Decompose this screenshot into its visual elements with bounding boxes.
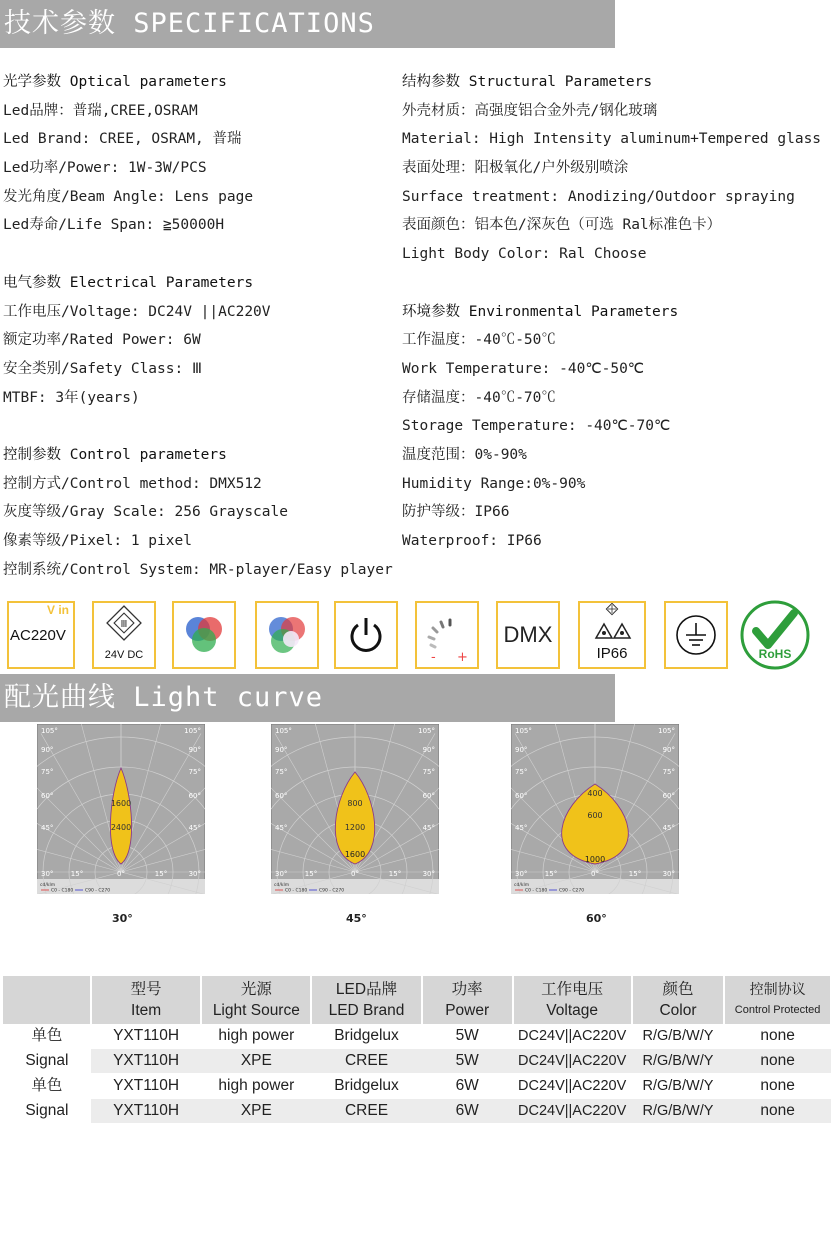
right-spec-column	[402, 68, 821, 556]
angle-tick-label: 60°	[188, 792, 201, 800]
ground-icon	[664, 601, 728, 669]
light-curve-banner: 配光曲线 Light curve	[0, 674, 615, 722]
angle-tick-label: 15°	[154, 870, 168, 878]
spacer	[3, 240, 393, 269]
table-cell: YXT110H	[91, 1024, 202, 1049]
table-cell: R/G/B/W/Y	[632, 1099, 724, 1124]
angle-tick-label: 60°	[41, 792, 54, 800]
table-cell: none	[724, 1049, 831, 1074]
ac220v-icon	[7, 601, 75, 669]
spec-line: 外壳材质：高强度铝合金外壳/钢化玻璃	[402, 102, 658, 119]
spec-line: 温度范围：0%-90%	[402, 446, 527, 463]
angle-tick-label: 105°	[515, 727, 532, 735]
table-cell: R/G/B/W/Y	[632, 1074, 724, 1099]
table-cell: R/G/B/W/Y	[632, 1024, 724, 1049]
table-cell: 5W	[422, 1049, 513, 1074]
legend-c0-label: C0 - C180	[285, 888, 308, 894]
table-cell: CREE	[311, 1099, 422, 1124]
spec-line: Led寿命/Life Span: ≧50000H	[3, 217, 225, 234]
rgbw-color-icon	[255, 601, 319, 669]
intensity-value-label: 1200	[344, 823, 366, 832]
angle-tick-label: 90°	[662, 746, 675, 754]
angle-tick-label: 0°	[591, 870, 599, 878]
table-cell: DC24V||AC220V	[513, 1099, 632, 1124]
table-header	[422, 976, 513, 1024]
table-cell: none	[724, 1099, 831, 1124]
spec-line: 表面处理：阳极氧化/户外级别喷涂	[402, 160, 629, 177]
unit-label: cd/klm	[274, 883, 290, 888]
row-group-label: 单色	[3, 1074, 91, 1099]
spec-line: 发光角度/Beam Angle: Lens page	[3, 188, 254, 205]
angle-tick-label: 30°	[662, 870, 675, 878]
angle-tick-label: 15°	[544, 870, 558, 878]
table-cell: 6W	[422, 1074, 513, 1099]
spec-line: 表面颜色：铝本色/深灰色（可选 Ral标准色卡）	[402, 217, 722, 234]
spacer	[402, 269, 821, 298]
spec-line: Led功率/Power: 1W-3W/PCS	[3, 160, 207, 177]
table-header	[201, 976, 311, 1024]
table-cell: none	[724, 1074, 831, 1099]
beam-angle-label: 60°	[586, 912, 607, 925]
unit-label: cd/klm	[514, 883, 530, 888]
intensity-value-label: 1000	[584, 855, 606, 864]
angle-tick-label: 90°	[515, 746, 528, 754]
legend-c0-label: C0 - C180	[525, 888, 548, 894]
angle-tick-label: 15°	[304, 870, 318, 878]
header-en: Power	[445, 1002, 490, 1019]
spec-line: Light Body Color: Ral Choose	[402, 246, 647, 263]
spec-line: Material: High Intensity aluminum+Tempered glass	[402, 131, 822, 148]
rgb-color-icon	[172, 601, 236, 669]
angle-tick-label: 75°	[515, 768, 528, 776]
spec-line: 安全类别/Safety Class: Ⅲ	[3, 360, 202, 377]
specifications-banner: 技术参数 SPECIFICATIONS	[0, 0, 615, 48]
legend-c90-label: C90 - C270	[559, 888, 585, 894]
table-cell: XPE	[201, 1099, 311, 1124]
angle-tick-label: 90°	[41, 746, 54, 754]
feature-icons-row	[0, 601, 840, 673]
legend-c90-label: C90 - C270	[85, 888, 111, 894]
power-icon	[334, 601, 398, 669]
angle-tick-label: 60°	[422, 792, 435, 800]
angle-tick-label: 105°	[418, 727, 435, 735]
vin-label: V in	[46, 603, 69, 617]
intensity-value-label: 1600	[110, 799, 132, 808]
angle-tick-label: 75°	[188, 768, 201, 776]
table-cell: DC24V||AC220V	[513, 1074, 632, 1099]
angle-tick-label: 60°	[515, 792, 528, 800]
spec-line: 存储温度：-40℃-70℃	[402, 389, 556, 406]
spec-line: 像素等级/Pixel: 1 pixel	[3, 533, 192, 549]
header-cn: 工作电压	[541, 981, 604, 998]
angle-tick-label: 75°	[422, 768, 435, 776]
table-cell: R/G/B/W/Y	[632, 1049, 724, 1074]
spec-line: 控制系统/Control System: MR-player/Easy player	[3, 561, 393, 578]
angle-tick-label: 45°	[515, 824, 528, 832]
table-row	[3, 1074, 831, 1099]
dmx-icon	[496, 601, 560, 669]
spec-line: Storage Temperature: -40℃-70℃	[402, 418, 671, 435]
section-heading: 光学参数 Optical parameters	[3, 74, 227, 90]
spec-line: Surface treatment: Anodizing/Outdoor spraying	[402, 188, 795, 205]
angle-tick-label: 105°	[41, 727, 58, 735]
table-cell: high power	[201, 1074, 311, 1099]
table-cell: YXT110H	[91, 1049, 202, 1074]
angle-tick-label: 30°	[275, 870, 288, 878]
table-header	[91, 976, 202, 1024]
table-cell: DC24V||AC220V	[513, 1024, 632, 1049]
spec-line: Led品牌：普瑞,CREE,OSRAM	[3, 102, 198, 119]
header-en: Color	[659, 1002, 697, 1019]
spec-line: 控制方式/Control method: DMX512	[3, 475, 262, 492]
header-cn: 功率	[451, 981, 483, 998]
angle-tick-label: 45°	[275, 824, 288, 832]
spec-line: Led Brand: CREE, OSRAM, 普瑞	[3, 131, 242, 148]
beam-angle-label: 30°	[112, 912, 133, 925]
table-row	[3, 1049, 831, 1074]
angle-tick-label: 30°	[41, 870, 54, 878]
table-cell: high power	[201, 1024, 311, 1049]
section-heading: 控制参数 Control parameters	[3, 446, 227, 463]
dc24v-icon	[92, 601, 156, 669]
unit-label: cd/klm	[40, 883, 56, 888]
angle-tick-label: 30°	[515, 870, 528, 878]
table-cell: YXT110H	[91, 1099, 202, 1124]
dc24v-label: 24V DC	[104, 649, 144, 661]
dmx-label: DMX	[503, 622, 553, 647]
header-en: Voltage	[546, 1002, 598, 1019]
legend-c90-label: C90 - C270	[319, 888, 345, 894]
beam-angle-label: 45°	[346, 912, 367, 925]
angle-tick-label: 45°	[188, 824, 201, 832]
ip66-icon	[578, 601, 646, 669]
spec-line: Humidity Range:0%-90%	[402, 475, 586, 492]
table-header-blank	[3, 976, 91, 1024]
spec-line: 灰度等级/Gray Scale: 256 Grayscale	[3, 504, 288, 521]
legend-c0-label: C0 - C180	[51, 888, 74, 894]
row-group-label: Signal	[3, 1099, 91, 1124]
svg-text:-: -	[431, 650, 436, 663]
section-heading: 环境参数 Environmental Parameters	[402, 303, 679, 320]
table-header	[724, 976, 831, 1024]
table-cell: 6W	[422, 1099, 513, 1124]
spec-line: Waterproof: IP66	[402, 533, 542, 549]
angle-tick-label: 60°	[662, 792, 675, 800]
row-group-label: Signal	[3, 1049, 91, 1074]
angle-tick-label: 30°	[422, 870, 435, 878]
header-cn: 光源	[240, 981, 272, 998]
product-spec-table	[3, 976, 832, 1124]
header-en: Light Source	[212, 1002, 300, 1019]
angle-tick-label: 15°	[628, 870, 642, 878]
angle-tick-label: 60°	[275, 792, 288, 800]
svg-text:Ⅲ: Ⅲ	[120, 619, 128, 630]
table-row	[3, 1099, 831, 1124]
angle-tick-label: 45°	[41, 824, 54, 832]
spacer	[3, 412, 393, 441]
class3-diamond-icon	[94, 603, 154, 647]
angle-tick-label: 30°	[188, 870, 201, 878]
spec-line: MTBF: 3年(years)	[3, 389, 140, 406]
table-cell: Bridgelux	[311, 1074, 422, 1099]
angle-tick-label: 90°	[188, 746, 201, 754]
rohs-icon	[738, 599, 812, 671]
ip66-label: IP66	[596, 645, 628, 662]
table-header	[632, 976, 724, 1024]
header-cn: 控制协议	[749, 981, 806, 997]
angle-tick-label: 15°	[70, 870, 84, 878]
angle-tick-label: 45°	[422, 824, 435, 832]
spec-line: 额定功率/Rated Power: 6W	[3, 332, 201, 349]
angle-tick-label: 105°	[184, 727, 201, 735]
row-group-label: 单色	[3, 1024, 91, 1049]
table-cell: none	[724, 1024, 831, 1049]
header-en: Control Protected	[734, 1004, 821, 1016]
polar-curve-chart	[37, 724, 205, 894]
table-header	[513, 976, 632, 1024]
spec-line: Work Temperature: -40℃-50℃	[402, 360, 645, 377]
svg-text:RoHS: RoHS	[758, 647, 792, 661]
angle-tick-label: 75°	[275, 768, 288, 776]
polar-curve-chart	[511, 724, 679, 894]
angle-tick-label: 75°	[662, 768, 675, 776]
intensity-value-label: 600	[587, 811, 603, 820]
table-cell: Bridgelux	[311, 1024, 422, 1049]
svg-text:+: +	[457, 650, 468, 663]
header-en: Item	[131, 1002, 162, 1019]
angle-tick-label: 15°	[388, 870, 402, 878]
angle-tick-label: 0°	[351, 870, 359, 878]
table-row	[3, 1024, 831, 1049]
angle-tick-label: 45°	[662, 824, 675, 832]
angle-tick-label: 105°	[658, 727, 675, 735]
angle-tick-label: 90°	[422, 746, 435, 754]
table-cell: XPE	[201, 1049, 311, 1074]
spec-line: 工作温度：-40℃-50℃	[402, 332, 556, 349]
table-cell: CREE	[311, 1049, 422, 1074]
intensity-value-label: 1600	[344, 850, 366, 859]
intensity-value-label: 800	[347, 799, 363, 808]
intensity-value-label: 2400	[110, 823, 132, 832]
header-cn: 颜色	[662, 981, 694, 998]
angle-tick-label: 75°	[41, 768, 54, 776]
ac220v-label: AC220V	[10, 627, 66, 644]
angle-tick-label: 90°	[275, 746, 288, 754]
left-spec-column	[3, 68, 393, 584]
spec-line: 防护等级：IP66	[402, 504, 510, 521]
spec-line: 工作电压/Voltage: DC24V ||AC220V	[3, 303, 271, 320]
table-cell: 5W	[422, 1024, 513, 1049]
angle-tick-label: 105°	[275, 727, 292, 735]
dimmer-icon	[415, 601, 479, 669]
angle-tick-label: 0°	[117, 870, 125, 878]
header-cn: LED品牌	[335, 981, 398, 998]
polar-curve-chart	[271, 724, 439, 894]
header-en: LED Brand	[328, 1002, 405, 1019]
table-header	[311, 976, 422, 1024]
section-heading: 结构参数 Structural Parameters	[402, 74, 653, 90]
section-heading: 电气参数 Electrical Parameters	[3, 274, 254, 291]
intensity-value-label: 400	[587, 789, 603, 798]
header-cn: 型号	[130, 981, 162, 998]
table-cell: YXT110H	[91, 1074, 202, 1099]
table-cell: DC24V||AC220V	[513, 1049, 632, 1074]
